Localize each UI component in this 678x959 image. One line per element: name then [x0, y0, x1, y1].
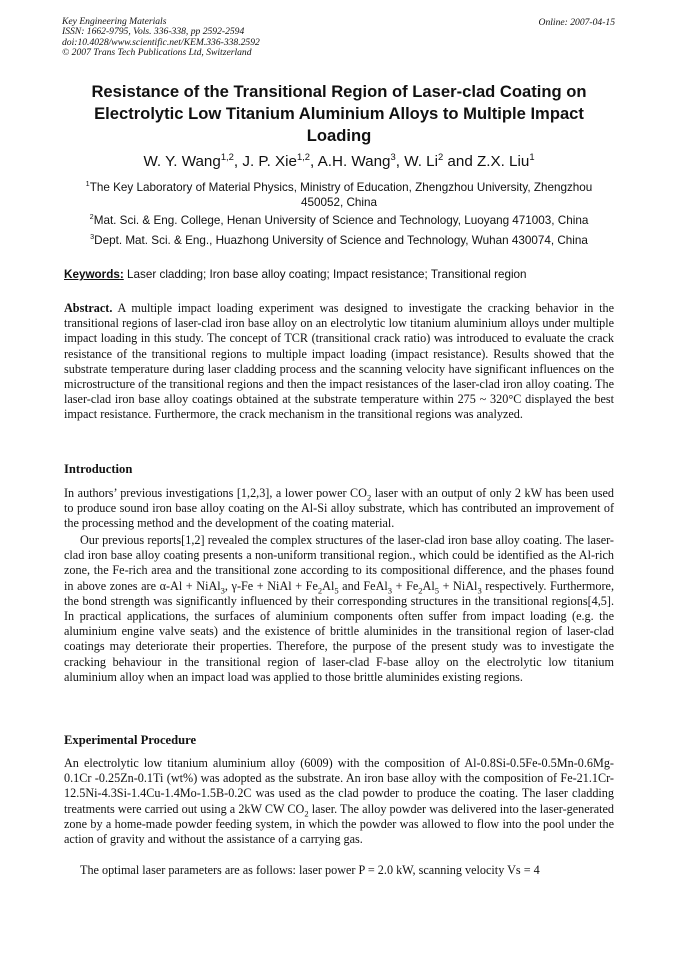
- subscript: 5: [334, 585, 339, 596]
- text-run: and FeAl: [338, 578, 388, 593]
- introduction-heading: Introduction: [64, 462, 133, 476]
- author-name: A.H. Wang: [317, 153, 391, 170]
- abstract-label: Abstract.: [64, 301, 113, 315]
- affiliation-number: 1: [85, 179, 90, 189]
- subscript: 2: [418, 585, 423, 596]
- experimental-paragraph-1: [64, 756, 614, 847]
- author-list: W. Y. Wang$^{1,2}$, J. P. Xie$^{1,2}$, A.H. Wang$^3$, W. Li$^2$ and Z.X. Liu$^1$: [143, 150, 535, 170]
- text-run: Al: [322, 578, 335, 593]
- issn-line: ISSN: 1662-9795, Vols. 336-338, pp 2592-2594: [62, 26, 245, 38]
- author-affiliation-mark: 2: [437, 150, 444, 162]
- text-run: An electrolytic low titanium aluminium alloy (6009) with the composition of Al-0.8Si-0.5Fe-0.5Mn-0.6Mg-0.1Cr -0.25Zn-0.1Ti (wt%) was adopted as the substrate. An iron base alloy with the composition of Fe-21.1Cr-12.5Ni-4.3Si-1.4Cu-1.4Mo-1.5B-0.2C was used as the clad powder to produce the coating. The laser cladding treatments were carried out using a 2kW CW CO: [64, 756, 614, 816]
- affiliation-text: Mat. Sci. & Eng. College, Henan University of Science and Technology, Luoyang 471003, China: [93, 214, 589, 227]
- intro-paragraph-1: [64, 486, 614, 532]
- author-name: W. Y. Wang: [143, 153, 221, 170]
- subscript: 2: [366, 492, 372, 503]
- text-run: Al: [422, 578, 435, 593]
- keywords-colon: :: [119, 268, 124, 281]
- affiliation-number: 3: [90, 232, 95, 242]
- keywords-label: Keywords: [64, 268, 120, 281]
- subscript: 3: [387, 585, 393, 596]
- subscript: 3: [220, 585, 225, 596]
- paper-title: Resistance of the Transitional Region of Laser-clad Coating on Electrolytic Low Titanium Aluminium Alloys to Multiple Impact Loading: [91, 82, 587, 145]
- author-affiliation-mark: 1: [529, 150, 535, 162]
- author-affiliation-mark: 1,2: [220, 150, 234, 162]
- author-affiliation-mark: 1,2: [296, 150, 311, 162]
- affiliation-3: [64, 233, 614, 248]
- subscript: 2: [317, 585, 323, 596]
- affiliation-number: 2: [89, 212, 94, 222]
- keywords-text: Laser cladding; Iron base alloy coating; Impact resistance; Transitional region: [123, 268, 527, 281]
- text-run: Our previous reports[1,2] revealed the complex structures of the laser-clad iron base alloy coating. The laser-clad iron base alloy coating presents a non-uniform transitional region., which could be identified as the Al-rich zone, the Fe-rich area and the transitional zone according to its compositional difference, and the phases found in above zones are α-Al + NiAl: [64, 533, 614, 593]
- affiliation-1: [64, 180, 614, 210]
- affiliation-text: Dept. Mat. Sci. & Eng., Huazhong University of Science and Technology, Wuhan 430074, China: [94, 234, 588, 247]
- subscript: 3: [477, 585, 482, 596]
- subscript: 2: [304, 808, 309, 819]
- author-name: W. Li: [404, 153, 438, 170]
- affiliation-text: The Key Laboratory of Material Physics, Ministry of Education, Zhengzhou University, Zhengzhou 450052, China: [89, 181, 593, 209]
- text-run: laser. The alloy powder was delivered into the laser-generated zone by a home-made powder feeding system, in which the powder was allowed to flow into the pool under the action of gravity and without the assistance of a carrying gas.: [64, 801, 614, 847]
- online-date: Online: 2007-04-15: [538, 17, 615, 28]
- author-name: J. P. Xie: [242, 153, 297, 170]
- journal-name: Key Engineering Materials: [62, 16, 167, 27]
- abstract-paragraph: [64, 301, 614, 423]
- affiliation-2: [64, 213, 614, 228]
- text-run: respectively. Furthermore, the bond strength was significantly influenced by their corresponding structures in the transitional regions[4,5]. In practical applications, the surfaces of aluminium components often suffer from impact loading (e.g. the aluminium engine valve seats) and the existence of brittle aluminides in the transitional region of laser-clad coatings may deteriorate their properties. Therefore, the purpose of the present study was to investigate the cracking behaviour in the transitional region of laser-clad F-base alloy on the electrolytic low titanium aluminium alloy when an impact load was applied to those brittle aluminides existing regions.: [64, 578, 614, 684]
- experimental-heading: Experimental Procedure: [64, 733, 197, 747]
- experimental-paragraph-2: The optimal laser parameters are as follows: laser power P = 2.0 kW, scanning velocity Vs = 4: [80, 863, 540, 877]
- text-run: laser with an output of only 2 kW has been used to produce sound iron base alloy coating on the Al-Si alloy substrate, which has contributed an improvement of the processing method and the development of the coating material.: [64, 486, 614, 531]
- journal-header: [62, 17, 260, 59]
- text-run: + Fe: [392, 578, 419, 593]
- intro-paragraph-2: [64, 533, 614, 685]
- author-name: Z.X. Liu: [476, 153, 530, 170]
- text-run: + NiAl: [439, 578, 478, 593]
- subscript: 5: [434, 585, 439, 596]
- text-run: , γ-Fe + NiAl + Fe: [224, 578, 318, 593]
- text-run: In authors’ previous investigations [1,2,3], a lower power CO: [64, 486, 367, 500]
- keywords-line: [64, 268, 624, 281]
- doi-line[interactable]: doi:10.4028/www.scientific.net/KEM.336-338.2592: [62, 36, 260, 48]
- author-affiliation-mark: 3: [390, 150, 396, 162]
- abstract-text: A multiple impact loading experiment was designed to investigate the cracking behavior in the transitional regions of laser-clad iron base alloy on an electrolytic low titanium aluminium alloys under multiple impact loading in this study. The concept of TCR (transitional crack ratio) was introduced to evaluate the crack resistance of the transitional regions to multiple impact loading (impact resistance). Results showed that the substrate temperature during laser cladding process and the scanning velocity have significant influences on the microstructure of the transitional regions and then the impact resistances of the laser-clad iron alloy coating. The laser-clad iron base alloy coatings obtained at the substrate temperature within 275 ~ 320°C displayed the best impact resistance. Furthermore, the crack mechanism in the transitional regions was analyzed.: [64, 301, 614, 422]
- copyright-line: © 2007 Trans Tech Publications Ltd, Switzerland: [62, 47, 252, 59]
